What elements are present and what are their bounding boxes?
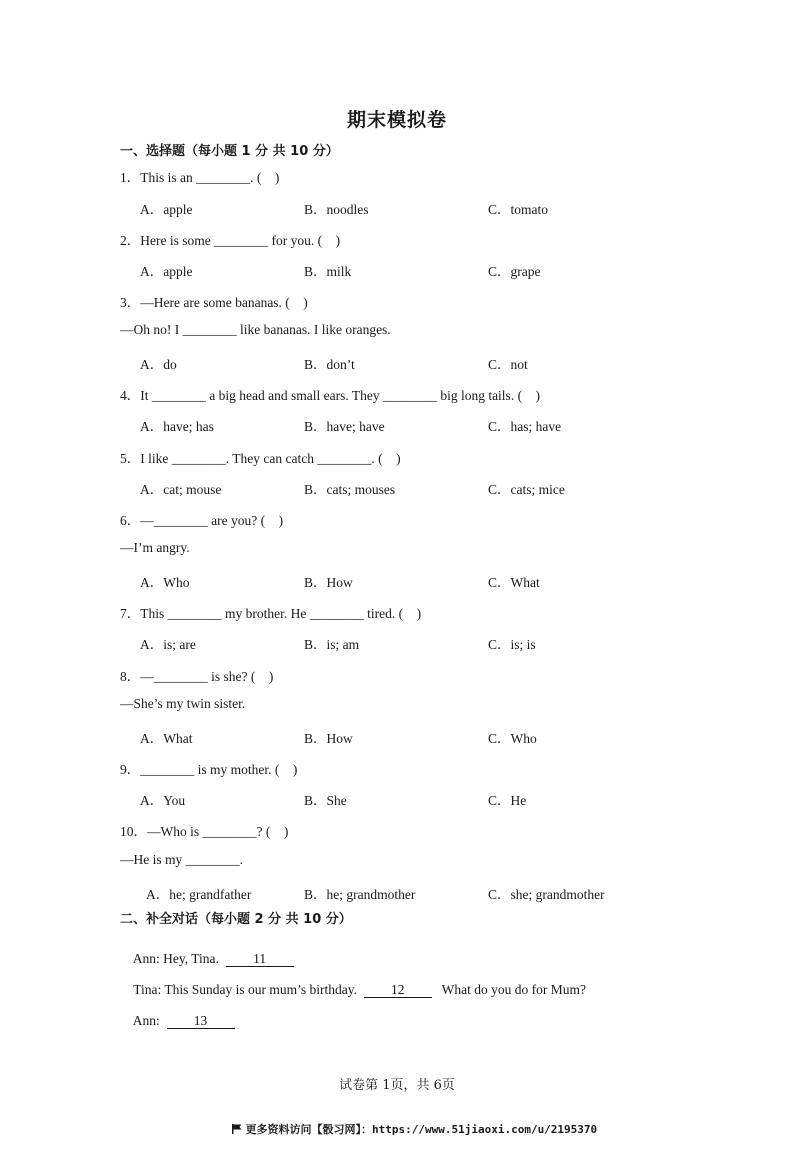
question-4-option-c: C．has; have [488,419,562,434]
dialogue-line-1-text: Ann: Hey, Tina. [132,951,219,966]
question-1-option-c: C．tomato [488,202,548,217]
dialogue-blank-13[interactable]: 13 [167,1014,235,1029]
question-4-stem: 4．It ________ a big head and small ears. They ________ big long tails. ( ) [120,388,541,403]
flag-icon [232,1124,242,1134]
question-4-option-a: A．have; has [140,419,214,434]
question-10-option-b: B．he; grandmother [304,887,416,902]
section2-heading: 二、补全对话（每小题 2 分 共 10 分） [120,912,352,927]
question-8-option-c: C．Who [488,731,537,746]
question-9-option-b: B．She [304,793,347,808]
question-10-option-c: C．she; grandmother [488,887,605,902]
question-8-stem: 8．—________ is she? ( ) [120,669,274,684]
question-7-option-b: B．is; am [304,637,360,652]
question-3-option-a: A．do [140,357,177,372]
question-5-option-a: A．cat; mouse [140,482,222,497]
question-1-stem: 1．This is an ________. ( ) [120,170,280,185]
question-3-option-c: C．not [488,357,528,372]
question-3-stem: 3．—Here are some bananas. ( ) [120,295,308,310]
question-5-option-c: C．cats; mice [488,482,565,497]
question-6-option-b: B．How [304,575,353,590]
question-6-stem: 6．—________ are you? ( ) [120,513,284,528]
question-7-option-c: C．is; is [488,637,536,652]
page-title: 期末模拟卷 [346,109,447,131]
question-8-option-b: B．How [304,731,353,746]
question-10-stem-reply: —He is my ________. [120,852,243,867]
question-9-option-c: C．He [488,793,527,808]
question-2-stem: 2．Here is some ________ for you. ( ) [120,233,341,248]
question-1-option-a: A．apple [140,202,193,217]
question-7-option-a: A．is; are [140,637,196,652]
promo-text[interactable]: 更多资料访问【骰习网】：https://www.51jiaoxi.com/u/2195370 [245,1123,598,1136]
question-2-option-b: B．milk [304,264,352,279]
dialogue-line-3-text: Ann: [132,1013,160,1028]
question-10-option-a: A．he; grandfather [146,887,252,902]
question-6-option-a: A．Who [140,575,190,590]
question-5-stem: 5．I like ________. They can catch ________. ( ) [120,451,401,466]
question-2-option-a: A．apple [140,264,193,279]
section1-heading: 一、选择题（每小题 1 分 共 10 分） [120,144,339,159]
question-3-stem-reply: —Oh no! I ________ like bananas. I like oranges. [120,322,391,337]
dialogue-line-2-suffix: What do you do for Mum? [441,982,587,997]
question-6-stem-reply: —I’m angry. [120,540,190,555]
question-6-option-c: C．What [488,575,540,590]
question-1-option-b: B．noodles [304,202,369,217]
dialogue-blank-12[interactable]: 12 [364,983,432,998]
promo-line[interactable] [205,1108,597,1150]
dialogue-line-2-text: Tina: This Sunday is our mum’s birthday. [133,982,358,997]
question-9-option-a: A．You [140,793,186,808]
question-8-stem-reply: —She’s my twin sister. [120,696,246,711]
question-2-option-c: C．grape [488,264,541,279]
dialogue-blank-11[interactable]: 11 [226,952,294,967]
question-3-option-b: B．don’t [304,357,355,372]
question-9-stem: 9．________ is my mother. ( ) [120,762,298,777]
question-10-stem: 10．—Who is ________? ( ) [120,824,289,839]
dialogue-line-3 [120,997,235,1045]
question-4-option-b: B．have; have [304,419,385,434]
page-footer: 试卷第 1页，共 6页 [339,1078,455,1093]
question-7-stem: 7．This ________ my brother. He ________ tired. ( ) [120,606,422,621]
question-5-option-b: B．cats; mouses [304,482,396,497]
question-8-option-a: A．What [140,731,193,746]
